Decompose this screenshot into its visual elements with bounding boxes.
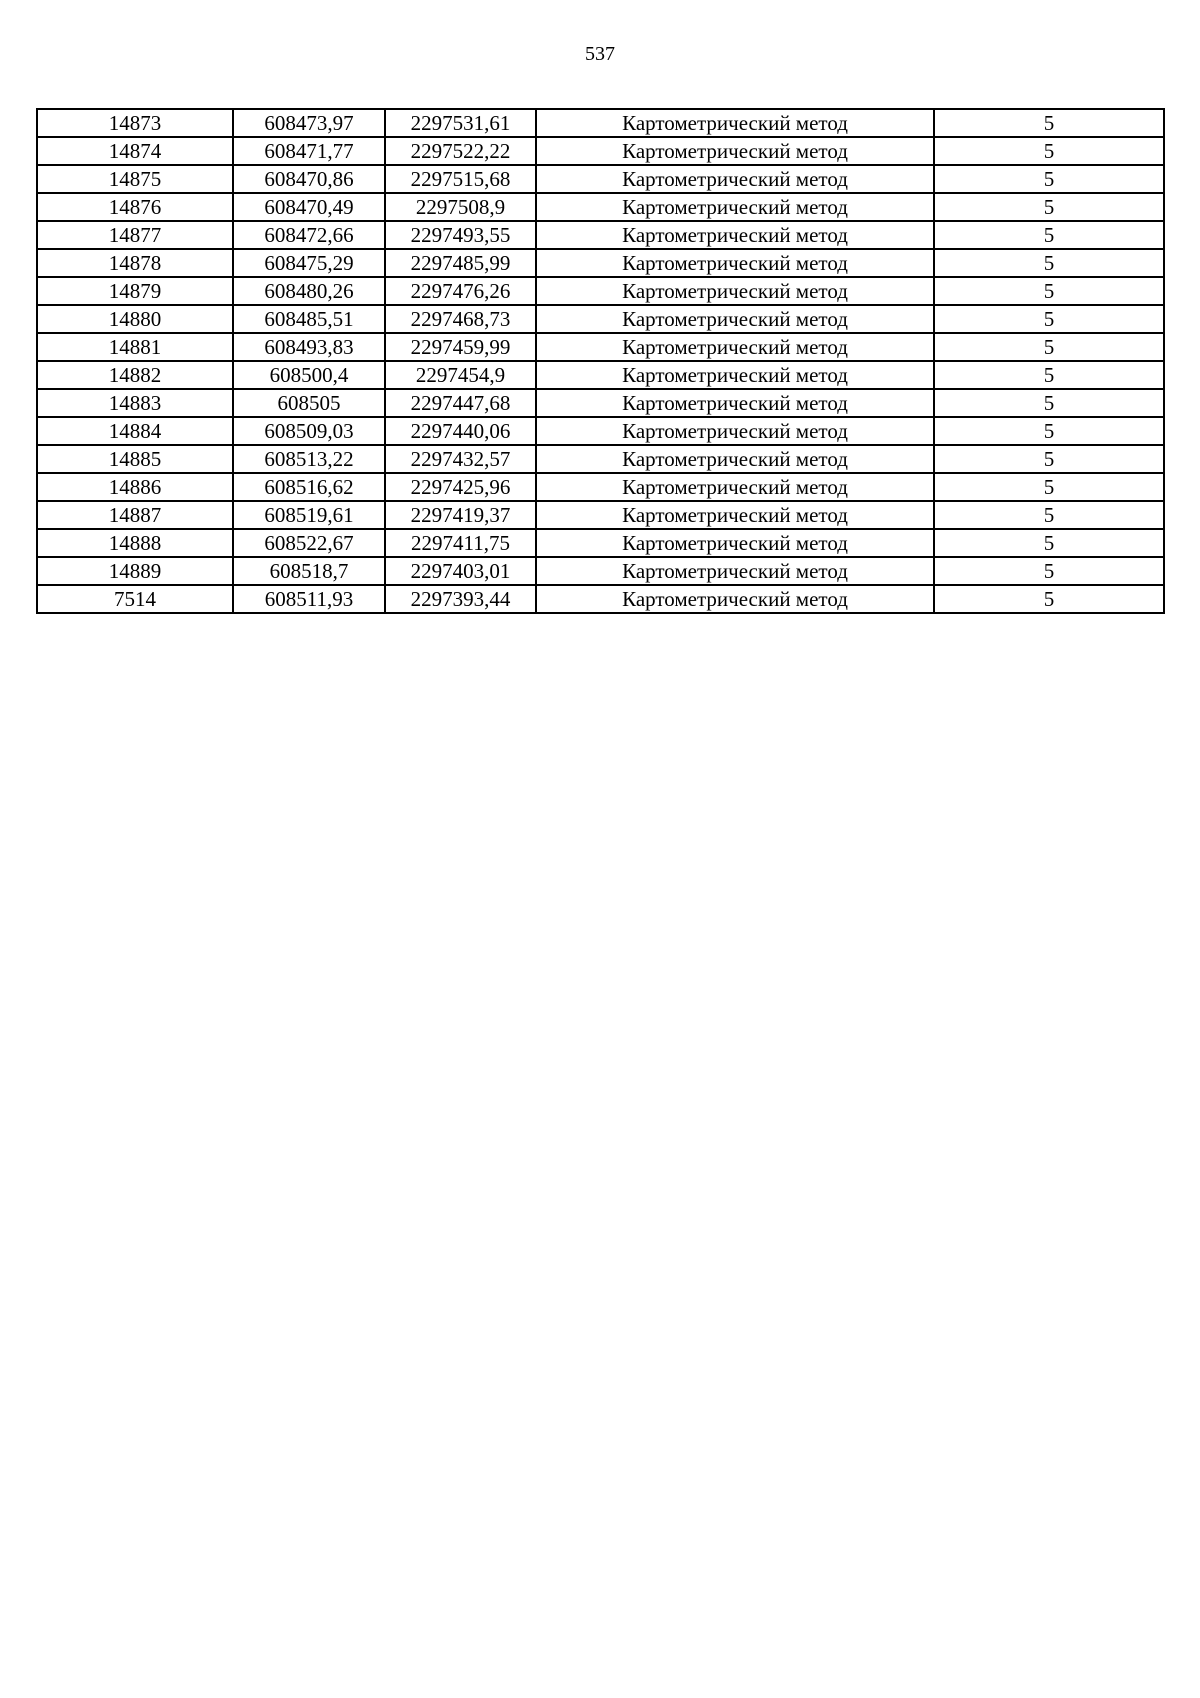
accuracy-cell: 5 xyxy=(934,165,1164,193)
table-row xyxy=(37,473,1164,501)
method-cell: Картометрический метод xyxy=(536,557,934,585)
method-cell: Картометрический метод xyxy=(536,305,934,333)
accuracy-cell: 5 xyxy=(934,501,1164,529)
accuracy-cell: 5 xyxy=(934,445,1164,473)
table-row xyxy=(37,109,1164,137)
point-number-cell: 14876 xyxy=(37,193,233,221)
y-coordinate-cell: 2297522,22 xyxy=(385,137,536,165)
x-coordinate-cell: 608522,67 xyxy=(233,529,385,557)
accuracy-cell: 5 xyxy=(934,109,1164,137)
method-cell: Картометрический метод xyxy=(536,193,934,221)
y-coordinate-cell: 2297432,57 xyxy=(385,445,536,473)
method-cell: Картометрический метод xyxy=(536,473,934,501)
y-coordinate-cell: 2297515,68 xyxy=(385,165,536,193)
point-number-cell: 14882 xyxy=(37,361,233,389)
y-coordinate-cell: 2297411,75 xyxy=(385,529,536,557)
y-coordinate-cell: 2297508,9 xyxy=(385,193,536,221)
method-cell: Картометрический метод xyxy=(536,221,934,249)
accuracy-cell: 5 xyxy=(934,333,1164,361)
x-coordinate-cell: 608518,7 xyxy=(233,557,385,585)
method-cell: Картометрический метод xyxy=(536,529,934,557)
table-row xyxy=(37,333,1164,361)
y-coordinate-cell: 2297485,99 xyxy=(385,249,536,277)
method-cell: Картометрический метод xyxy=(536,333,934,361)
accuracy-cell: 5 xyxy=(934,473,1164,501)
y-coordinate-cell: 2297531,61 xyxy=(385,109,536,137)
point-number-cell: 14881 xyxy=(37,333,233,361)
accuracy-cell: 5 xyxy=(934,417,1164,445)
y-coordinate-cell: 2297403,01 xyxy=(385,557,536,585)
y-coordinate-cell: 2297476,26 xyxy=(385,277,536,305)
point-number-cell: 14889 xyxy=(37,557,233,585)
accuracy-cell: 5 xyxy=(934,389,1164,417)
method-cell: Картометрический метод xyxy=(536,445,934,473)
accuracy-cell: 5 xyxy=(934,557,1164,585)
y-coordinate-cell: 2297440,06 xyxy=(385,417,536,445)
accuracy-cell: 5 xyxy=(934,529,1164,557)
coordinates-table-body xyxy=(37,109,1164,613)
method-cell: Картометрический метод xyxy=(536,417,934,445)
x-coordinate-cell: 608500,4 xyxy=(233,361,385,389)
method-cell: Картометрический метод xyxy=(536,109,934,137)
x-coordinate-cell: 608511,93 xyxy=(233,585,385,613)
accuracy-cell: 5 xyxy=(934,305,1164,333)
point-number-cell: 14884 xyxy=(37,417,233,445)
point-number-cell: 14886 xyxy=(37,473,233,501)
point-number-cell: 14873 xyxy=(37,109,233,137)
point-number-cell: 14888 xyxy=(37,529,233,557)
table-row xyxy=(37,417,1164,445)
accuracy-cell: 5 xyxy=(934,585,1164,613)
point-number-cell: 14878 xyxy=(37,249,233,277)
y-coordinate-cell: 2297454,9 xyxy=(385,361,536,389)
table-row xyxy=(37,305,1164,333)
table-row xyxy=(37,193,1164,221)
page-number: 537 xyxy=(585,43,615,65)
point-number-cell: 14874 xyxy=(37,137,233,165)
y-coordinate-cell: 2297419,37 xyxy=(385,501,536,529)
method-cell: Картометрический метод xyxy=(536,361,934,389)
accuracy-cell: 5 xyxy=(934,361,1164,389)
table-row xyxy=(37,445,1164,473)
accuracy-cell: 5 xyxy=(934,221,1164,249)
x-coordinate-cell: 608505 xyxy=(233,389,385,417)
table-row xyxy=(37,389,1164,417)
x-coordinate-cell: 608480,26 xyxy=(233,277,385,305)
y-coordinate-cell: 2297459,99 xyxy=(385,333,536,361)
x-coordinate-cell: 608509,03 xyxy=(233,417,385,445)
x-coordinate-cell: 608516,62 xyxy=(233,473,385,501)
y-coordinate-cell: 2297493,55 xyxy=(385,221,536,249)
x-coordinate-cell: 608493,83 xyxy=(233,333,385,361)
point-number-cell: 14879 xyxy=(37,277,233,305)
accuracy-cell: 5 xyxy=(934,249,1164,277)
table-row xyxy=(37,137,1164,165)
table-row xyxy=(37,249,1164,277)
point-number-cell: 14877 xyxy=(37,221,233,249)
accuracy-cell: 5 xyxy=(934,277,1164,305)
x-coordinate-cell: 608513,22 xyxy=(233,445,385,473)
point-number-cell: 14875 xyxy=(37,165,233,193)
point-number-cell: 14883 xyxy=(37,389,233,417)
method-cell: Картометрический метод xyxy=(536,165,934,193)
x-coordinate-cell: 608473,97 xyxy=(233,109,385,137)
y-coordinate-cell: 2297393,44 xyxy=(385,585,536,613)
method-cell: Картометрический метод xyxy=(536,249,934,277)
accuracy-cell: 5 xyxy=(934,193,1164,221)
x-coordinate-cell: 608519,61 xyxy=(233,501,385,529)
point-number-cell: 14880 xyxy=(37,305,233,333)
table-row xyxy=(37,221,1164,249)
method-cell: Картометрический метод xyxy=(536,137,934,165)
x-coordinate-cell: 608470,86 xyxy=(233,165,385,193)
table-row xyxy=(37,557,1164,585)
table-row xyxy=(37,501,1164,529)
point-number-cell: 14885 xyxy=(37,445,233,473)
x-coordinate-cell: 608470,49 xyxy=(233,193,385,221)
x-coordinate-cell: 608485,51 xyxy=(233,305,385,333)
method-cell: Картометрический метод xyxy=(536,585,934,613)
point-number-cell: 14887 xyxy=(37,501,233,529)
x-coordinate-cell: 608475,29 xyxy=(233,249,385,277)
table-row xyxy=(37,585,1164,613)
y-coordinate-cell: 2297425,96 xyxy=(385,473,536,501)
table-row xyxy=(37,529,1164,557)
method-cell: Картометрический метод xyxy=(536,389,934,417)
coordinates-table xyxy=(36,108,1165,614)
x-coordinate-cell: 608471,77 xyxy=(233,137,385,165)
x-coordinate-cell: 608472,66 xyxy=(233,221,385,249)
point-number-cell: 7514 xyxy=(37,585,233,613)
y-coordinate-cell: 2297468,73 xyxy=(385,305,536,333)
table-row xyxy=(37,277,1164,305)
table-row xyxy=(37,361,1164,389)
accuracy-cell: 5 xyxy=(934,137,1164,165)
method-cell: Картометрический метод xyxy=(536,501,934,529)
table-row xyxy=(37,165,1164,193)
method-cell: Картометрический метод xyxy=(536,277,934,305)
y-coordinate-cell: 2297447,68 xyxy=(385,389,536,417)
